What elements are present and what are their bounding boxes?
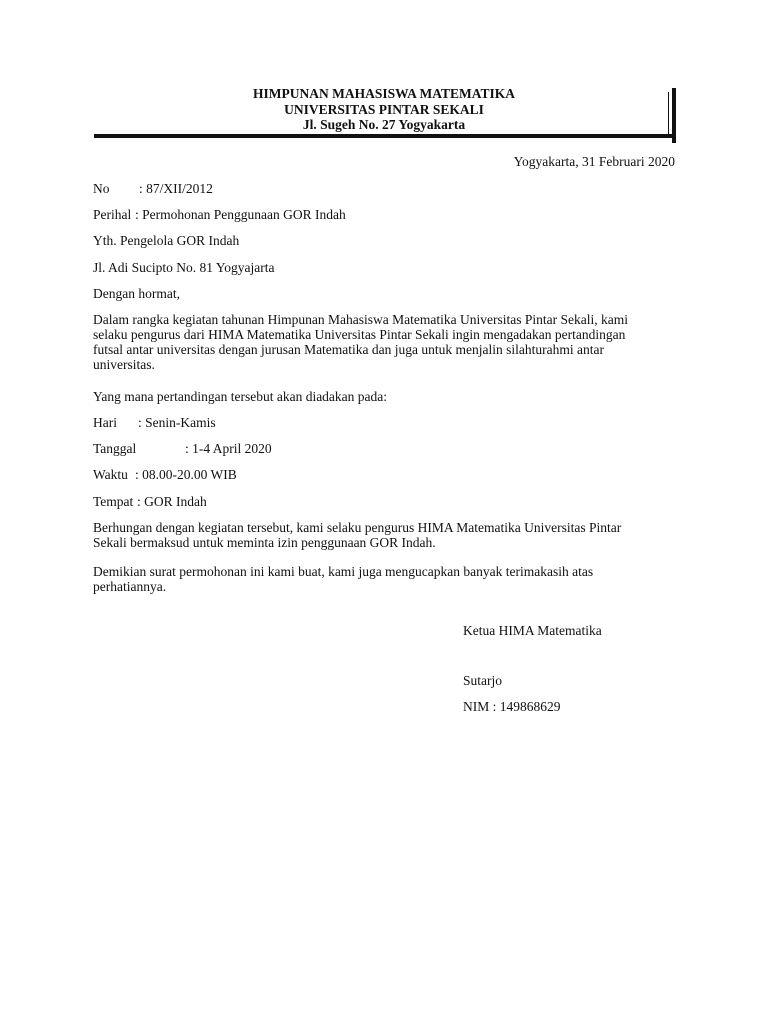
letter-subject-label: Perihal — [93, 207, 132, 222]
schedule-date-row — [93, 441, 272, 457]
paragraph-request — [93, 520, 673, 550]
letterhead-vertical-rule-thin — [668, 92, 669, 136]
recipient-address: Jl. Adi Sucipto No. 81 Yogyajarta — [93, 260, 275, 275]
paragraph-line: Demikian surat permohonan ini kami buat, kami juga mengucapkan banyak terimakasih atas — [93, 564, 594, 579]
letterhead-organization: HIMPUNAN MAHASISWA MATEMATIKA — [252, 86, 515, 101]
schedule-day-value: : Senin-Kamis — [138, 415, 216, 430]
paragraph-line: Sekali bermaksud untuk meminta izin penggunaan GOR Indah. — [93, 535, 436, 550]
letter-number-row — [93, 181, 213, 197]
paragraph-closing — [93, 564, 673, 594]
paragraph-line: selaku pengurus dari HIMA Matematika Universitas Pintar Sekali ingin mengadakan pertandingan — [93, 327, 626, 342]
schedule-place-row — [93, 494, 207, 510]
paragraph-line: perhatiannya. — [93, 579, 167, 594]
letterhead-vertical-rule — [672, 88, 676, 143]
schedule-time-row — [93, 467, 237, 483]
letter-subject-value: : Permohonan Penggunaan GOR Indah — [135, 207, 346, 222]
signature-nim: NIM : 149868629 — [463, 699, 561, 714]
letterhead-university: UNIVERSITAS PINTAR SEKALI — [284, 101, 484, 117]
schedule-day-row — [93, 415, 216, 431]
schedule-date-value: : 1-4 April 2020 — [185, 441, 272, 456]
schedule-place-value: : GOR Indah — [137, 494, 207, 509]
schedule-day-label: Hari — [93, 415, 117, 430]
letterhead — [94, 86, 674, 133]
paragraph-line: universitas. — [93, 357, 155, 372]
letterhead-horizontal-rule — [94, 134, 676, 138]
schedule-time-value: : 08.00-20.00 WIB — [135, 467, 237, 482]
paragraph-line: futsal antar universitas dengan jurusan Matematika dan juga untuk menjalin silahturahmi antar — [93, 342, 604, 357]
letter-date: Yogyakarta, 31 Februari 2020 — [513, 154, 675, 169]
schedule-place-label: Tempat — [93, 494, 134, 509]
paragraph-line: Berhungan dengan kegiatan tersebut, kami selaku pengurus HIMA Matematika Universitas Pintar — [93, 520, 622, 535]
signature-title: Ketua HIMA Matematika — [463, 623, 602, 638]
signature-name: Sutarjo — [463, 673, 502, 688]
recipient-name: Yth. Pengelola GOR Indah — [93, 233, 240, 248]
schedule-intro: Yang mana pertandingan tersebut akan diadakan pada: — [93, 389, 388, 404]
paragraph-purpose — [93, 312, 673, 372]
letter-subject-row — [93, 207, 346, 223]
letterhead-address: Jl. Sugeh No. 27 Yogyakarta — [302, 117, 466, 132]
paragraph-line: Dalam rangka kegiatan tahunan Himpunan Mahasiswa Matematika Universitas Pintar Sekali, kami — [93, 312, 628, 327]
greeting: Dengan hormat, — [93, 286, 180, 301]
schedule-time-label: Waktu — [93, 467, 128, 482]
letter-number-label: No — [93, 181, 110, 196]
schedule-date-label: Tanggal — [93, 441, 137, 456]
letter-number-value: : 87/XII/2012 — [139, 181, 213, 196]
